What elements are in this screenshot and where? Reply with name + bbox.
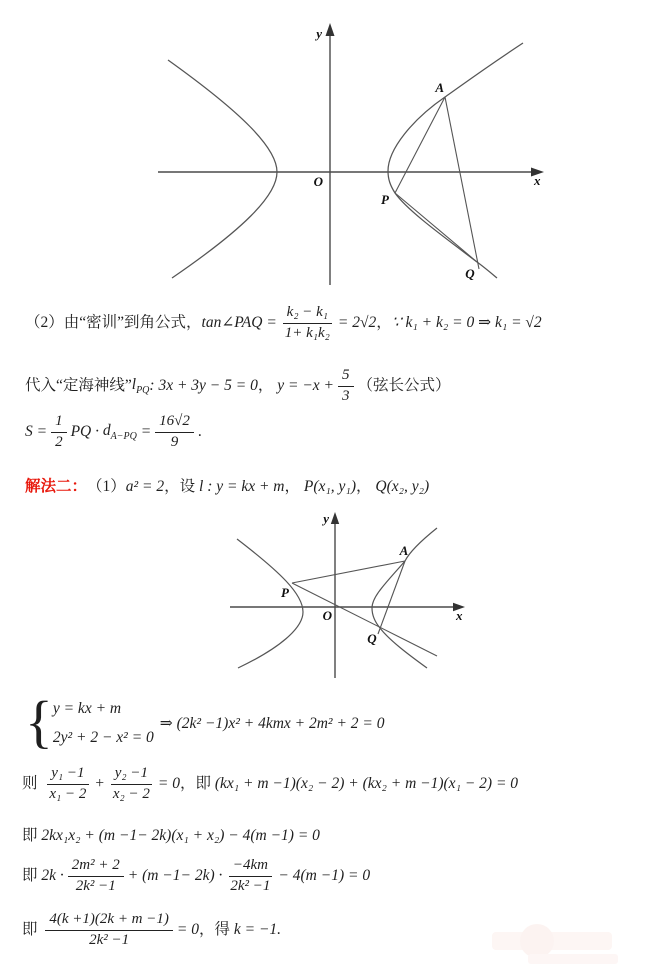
text-segment: S = — [25, 422, 48, 440]
fraction: $\frac{-4km}{\text{2k² −1}}$ — [230, 857, 271, 894]
point-label-q: Q — [367, 631, 377, 646]
text-segment: 代入“定海神线” — [25, 376, 132, 394]
line-pq-through-origin — [292, 583, 437, 656]
text-segment: y = −x + — [277, 376, 335, 394]
text-segment: （2）由“密训”到角公式， — [25, 313, 202, 331]
formula-line-angle-formula — [25, 303, 542, 343]
fraction: $\frac{5}{3}$ — [338, 366, 354, 406]
point-label-a: A — [399, 543, 409, 558]
text-segment: (kx₁ + m −1)(x₂ − 2) + (kx₂ + m −1)(x₁ − 2) = 0 — [214, 774, 519, 792]
text-segment: = — [136, 422, 152, 440]
formula-line-vieta — [22, 856, 370, 896]
text-segment: = 0 — [157, 774, 180, 792]
text-segment: ⇒ (2k² −1)x² + 4kmx + 2m² + 2 = 0 — [159, 714, 385, 732]
axis-label-x: x — [534, 173, 541, 188]
point-label-q: Q — [465, 266, 475, 281]
formula-line-system — [25, 688, 385, 754]
text-segment: 即 — [22, 827, 42, 844]
text-segment: a² = 2 — [125, 478, 165, 495]
text-segment: = 0 — [176, 920, 199, 938]
formula-line-solution2-setup — [25, 477, 429, 497]
text-segment: l : y = kx + m — [199, 478, 285, 495]
text-segment: ，得 — [198, 920, 234, 938]
text-segment: 则 — [22, 774, 42, 792]
chord-aq — [445, 97, 479, 269]
formula-line-substitute-line — [25, 366, 451, 406]
text-segment: 即 — [22, 920, 42, 938]
origin-label: O — [313, 174, 323, 189]
text-segment: . — [197, 422, 202, 440]
formula-line-expanded — [22, 826, 320, 846]
text-segment: ，即 — [179, 774, 215, 792]
text-segment: ， — [257, 376, 278, 394]
brace-icon: { — [25, 688, 53, 754]
fraction: $\frac{\text{2m² + 2}}{\text{2k² −1}}$ — [68, 856, 124, 896]
point-label-a: A — [435, 80, 444, 95]
text-segment: = 2√2 — [337, 313, 377, 331]
y-axis-arrow-icon — [331, 512, 339, 524]
fraction: $\frac{1}{2}$ — [51, 412, 67, 452]
fraction: $\frac{\text{k₂ − k₁}}{\text{1+ k₁k₂}}$ — [281, 303, 334, 343]
point-label-p: P — [381, 192, 389, 207]
text-segment: P(x₁, y₁) — [303, 478, 356, 495]
text-segment: ∵ k₁ + k₂ = 0 ⇒ k₁ = √2 — [391, 313, 542, 331]
formula-line-area — [25, 412, 202, 452]
formula-line-result — [22, 910, 281, 950]
formula-line-slope-sum — [22, 764, 518, 804]
text-segment: （弦长公式） — [357, 376, 451, 394]
text-segment: − 4(m −1) = 0 — [278, 866, 371, 884]
fraction: $\frac{4(k +1)(2k + m -1)}{\text{2k² −1}}$ — [45, 910, 173, 950]
text-segment: Q(x₂, y₂) — [375, 478, 430, 495]
subscripted-symbol: $d_{A-PQ}$ — [102, 421, 137, 443]
chord-aq — [378, 561, 405, 634]
text-segment: 2kx₁x₂ + (m −1− 2k)(x₁ + x₂) − 4(m −1) = 0 — [41, 827, 320, 844]
equation-system: { y = kx + m 2y² + 2 − x² = 0 — [25, 688, 154, 754]
point-label-p: P — [281, 585, 289, 600]
watermark-logo-icon — [520, 924, 554, 958]
axis-label-y: y — [323, 511, 329, 526]
text-segment: ， — [355, 478, 376, 495]
chord-pq — [395, 193, 477, 262]
hyperbola-right-branch — [388, 43, 523, 278]
text-segment: 解法二： — [25, 478, 88, 495]
text-segment: 即 — [22, 866, 42, 884]
text-segment: ， — [376, 313, 392, 331]
fraction: $\frac{\text{y₁ −1}}{\text{x₁ − 2}}$ — [45, 764, 90, 804]
watermark — [492, 922, 652, 970]
figure-hyperbola-1 — [130, 8, 550, 300]
hyperbola-left-branch — [168, 60, 277, 278]
subscripted-symbol: $l_{PQ}$ — [131, 375, 150, 397]
fraction: $\frac{16√2}{9}$ — [155, 412, 194, 452]
text-segment: + — [94, 774, 105, 792]
watermark-shape — [528, 954, 618, 964]
chord-ap — [395, 97, 445, 193]
text-segment: ，设 — [164, 478, 200, 495]
origin-label: O — [322, 608, 332, 623]
hyperbola-left-branch — [237, 539, 303, 668]
text-segment: PQ · — [70, 422, 103, 440]
axis-label-x: x — [456, 608, 463, 623]
figure-hyperbola-2 — [225, 510, 480, 680]
text-segment: 2k · — [41, 866, 64, 884]
text-segment: ， — [284, 478, 304, 495]
text-segment: : 3x + 3y − 5 = 0 — [149, 376, 258, 394]
text-segment: + (m −1− 2k) · — [127, 866, 223, 884]
fraction: $\frac{\text{y₂ −1}}{\text{x₂ − 2}}$ — [109, 764, 154, 804]
text-segment: tan∠PAQ = — [201, 313, 277, 331]
text-segment: k = −1. — [233, 920, 282, 938]
y-axis-arrow-icon — [326, 23, 335, 36]
axis-label-y: y — [316, 26, 322, 41]
text-segment: （1） — [87, 478, 126, 495]
